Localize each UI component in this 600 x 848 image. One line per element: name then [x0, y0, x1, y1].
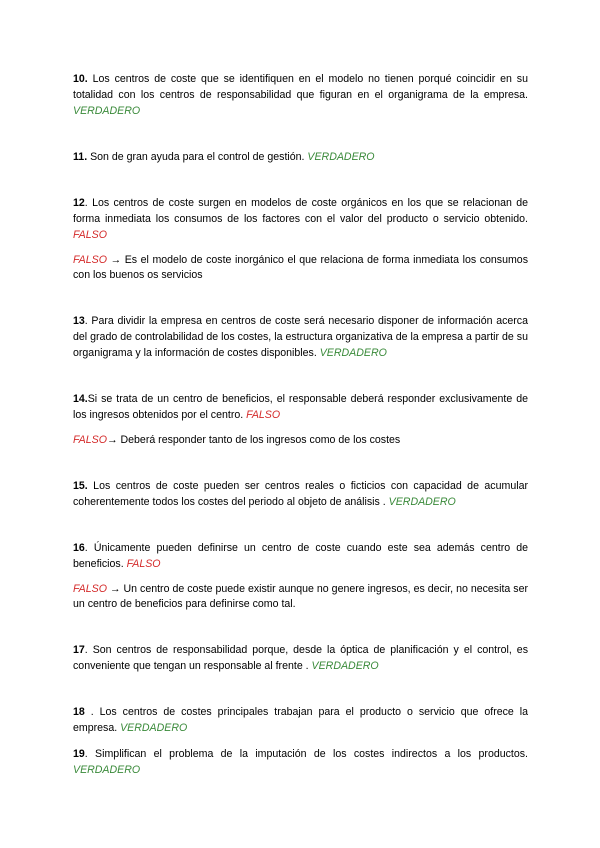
answer-label: FALSO	[246, 409, 281, 421]
question-text: Son de gran ayuda para el control de gestión.	[87, 151, 308, 163]
question-14	[73, 391, 528, 423]
note-text: → Es el modelo de coste inorgánico el que relaciona de forma inmediata los consumos con los buenos os servicios	[73, 254, 528, 281]
question-number: 10.	[73, 73, 88, 85]
question-number: 12	[73, 197, 85, 209]
note-text: → Un centro de coste puede existir aunque no genere ingresos, es decir, no necesita ser un centro de beneficios para definirse como tal.	[73, 583, 528, 610]
question-text: . Únicamente pueden definirse un centro de coste cuando este sea además centro de beneficios.	[73, 542, 528, 570]
question-number: 13	[73, 315, 85, 327]
answer-label: VERDADERO	[73, 764, 141, 776]
question-number: 17	[73, 644, 85, 656]
answer-label: VERDADERO	[319, 347, 387, 359]
question-text: . Los centros de costes principales trabajan para el producto o servicio que ofrece la empresa.	[73, 706, 528, 734]
answer-label: FALSO	[73, 229, 107, 241]
question-number: 16	[73, 542, 85, 554]
question-17	[73, 642, 528, 674]
note-label: FALSO	[73, 254, 107, 266]
question-number: 19	[73, 748, 85, 760]
answer-label: VERDADERO	[120, 722, 188, 734]
answer-label: VERDADERO	[388, 496, 456, 508]
question-16	[73, 540, 528, 572]
answer-label: FALSO	[126, 558, 161, 570]
question-list	[73, 71, 528, 778]
question-text: Si se trata de un centro de beneficios, el responsable deberá responder exclusivamente de los ingresos obtenidos por el centro.	[73, 393, 528, 421]
correction-note-14	[73, 433, 528, 448]
answer-label: VERDADERO	[307, 151, 375, 163]
answer-label: VERDADERO	[73, 105, 141, 117]
question-11	[73, 149, 528, 165]
question-number: 14.	[73, 393, 88, 405]
question-text: . Simplifican el problema de la imputación de los costes indirectos a los productos.	[84, 748, 528, 760]
note-label: FALSO	[73, 583, 107, 595]
question-19	[73, 746, 528, 778]
question-10	[73, 71, 528, 119]
note-label: FALSO	[73, 434, 107, 446]
correction-note-12	[73, 253, 528, 283]
question-18	[73, 704, 528, 736]
question-text: Los centros de coste que se identifiquen en el modelo no tienen porqué coincidir en su totalidad con los centros de responsabilidad que figuran en el organigrama de la empresa.	[73, 73, 528, 101]
question-text: Los centros de coste pueden ser centros reales o ficticios con capacidad de acumular coherentemente todos los costes del periodo al objeto de análisis .	[73, 480, 528, 508]
question-number: 18	[73, 706, 85, 718]
answer-label: VERDADERO	[311, 660, 379, 672]
question-number: 15.	[73, 480, 88, 492]
question-number: 11.	[73, 151, 88, 163]
question-12	[73, 195, 528, 243]
correction-note-16	[73, 582, 528, 612]
question-text: . Para dividir la empresa en centros de coste será necesario disponer de información acerca del grado de controlabilidad de los costes, la estructura organizativa de la empresa a partir de su organigrama y la información de costes disponibles.	[73, 315, 528, 359]
question-text: . Son centros de responsabilidad porque, desde la óptica de planificación y el control, es conveniente que tengan un responsable al frente .	[73, 644, 528, 672]
question-13	[73, 313, 528, 361]
note-text: → Deberá responder tanto de los ingresos como de los costes	[106, 434, 401, 446]
question-text: . Los centros de coste surgen en modelos de coste orgánicos en los que se relacionan de forma inmediata los consumos de los factores con el valor del producto o servicio obtenido.	[73, 197, 528, 225]
question-15	[73, 478, 528, 510]
